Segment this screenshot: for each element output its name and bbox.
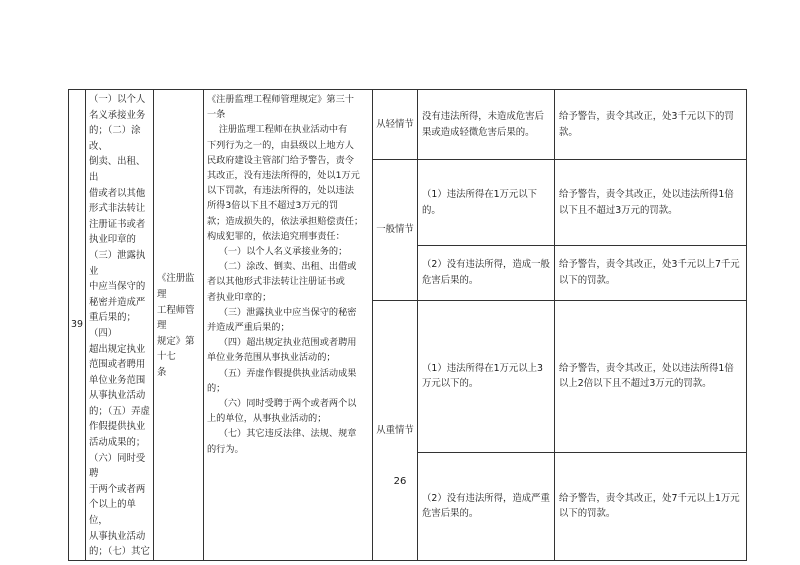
basis-full-line: 民政府建设主管部门给予警告，责令 bbox=[207, 154, 354, 166]
basis-full-line: 单位业务范围从事执业活动的； bbox=[207, 352, 336, 364]
penalty-table bbox=[68, 89, 747, 561]
basis-short-line: 规定》第十七 bbox=[157, 335, 195, 363]
basis-full-line: 款；造成损失的，依法承担赔偿责任； bbox=[207, 215, 364, 227]
severity-light: 从轻情节 bbox=[373, 90, 418, 160]
illegal-conduct-text bbox=[89, 92, 151, 560]
conduct-line: （六）同时受聘 bbox=[89, 452, 146, 480]
basis-full-line: （二）涂改、倒卖、出租、出借或 bbox=[207, 261, 357, 273]
basis-full-line: 注册监理工程师在执业活动中有 bbox=[207, 124, 348, 136]
penalty-general-1: 给予警告，责令其改正，处以违法所得1倍以下且不超过3万元的罚款。 bbox=[555, 160, 747, 246]
conduct-line: 注册证书或者 bbox=[89, 218, 146, 230]
basis-full-line: 《注册监理工程师管理规定》第三十 bbox=[207, 94, 354, 105]
conduct-line: （三）泄露执业 bbox=[89, 249, 146, 277]
conduct-line: （一）以个人 bbox=[89, 94, 146, 105]
penalty-heavy-1: 给予警告，责令其改正，处以违法所得1倍以上2倍以下且不超过3万元的罚款。 bbox=[555, 301, 747, 453]
conduct-line: 的；（五）弄虚 bbox=[89, 405, 150, 417]
conduct-line: 超出规定执业 bbox=[89, 343, 146, 355]
conduct-line: 范围或者聘用 bbox=[89, 359, 146, 371]
penalty-light: 给予警告，责令其改正，处3千元以下的罚款。 bbox=[555, 90, 747, 160]
conduct-line: 秘密并造成严 bbox=[89, 296, 146, 308]
condition-light: 没有违法所得，未造成危害后果或造成轻微危害后果的。 bbox=[418, 90, 555, 160]
conduct-line: 活动成果的； bbox=[89, 437, 146, 449]
conduct-line: 中应当保守的 bbox=[89, 281, 146, 293]
page-number: 26 bbox=[393, 476, 407, 487]
basis-full-line: 所得3倍以下且不超过3万元的罚 bbox=[207, 200, 339, 212]
condition-heavy-2: （2）没有违法所得，造成严重危害后果的。 bbox=[418, 452, 555, 560]
severity-heavy: 从重情节 bbox=[373, 301, 418, 561]
conduct-line: 名义承接业务 bbox=[89, 109, 146, 121]
legal-basis-full-text bbox=[207, 92, 369, 457]
basis-full-line: 并造成严重后果的； bbox=[207, 322, 290, 334]
conduct-line: 从事执业活动 bbox=[89, 390, 146, 402]
basis-full-line: （一）以个人名义承接业务的； bbox=[207, 246, 348, 258]
basis-full-line: 的行为。 bbox=[207, 443, 244, 455]
conduct-line: 个以上的单位， bbox=[89, 499, 136, 527]
conduct-line: 单位业务范围 bbox=[89, 374, 146, 386]
basis-full-line: （七）其它违反法律、法规、规章 bbox=[207, 428, 357, 440]
basis-full-line: 其改正，没有违法所得的，处以1万元 bbox=[207, 170, 360, 182]
basis-short-line: 《注册监理 bbox=[157, 273, 195, 300]
condition-general-1: （1）违法所得在1万元以下的。 bbox=[418, 160, 555, 246]
conduct-line: 形式非法转让 bbox=[89, 203, 146, 215]
penalty-general-2: 给予警告，责令其改正，处3千元以上7千元以下的罚款。 bbox=[555, 246, 747, 301]
conduct-line: 执业印章的 bbox=[89, 234, 136, 246]
condition-heavy-1: （1）违法所得在1万元以上3万元以下的。 bbox=[418, 301, 555, 453]
basis-full-line: （六）同时受聘于两个或者两个以 bbox=[207, 398, 357, 410]
severity-general: 一般情节 bbox=[373, 160, 418, 301]
penalty-heavy-2: 给予警告，责令其改正，处7千元以上1万元以下的罚款。 bbox=[555, 452, 747, 560]
basis-full-line: 者执业印章的； bbox=[207, 291, 272, 303]
legal-basis-short-text bbox=[157, 271, 201, 380]
conduct-line: 的；（二）涂改、 bbox=[89, 125, 141, 152]
basis-full-line: （五）弄虚作假提供执业活动成果 bbox=[207, 367, 357, 379]
conduct-line: 于两个或者两 bbox=[89, 483, 146, 495]
basis-full-line: 以下罚款，有违法所得的，处以违法 bbox=[207, 185, 354, 197]
basis-full-line: 一条 bbox=[207, 109, 226, 121]
conduct-line: 重后果的；（四） bbox=[89, 312, 136, 339]
illegal-conduct-cell bbox=[86, 90, 154, 561]
conduct-line: 作假提供执业 bbox=[89, 421, 146, 433]
conduct-line: 从事执业活动 bbox=[89, 530, 146, 542]
conduct-line: 的；（七）其它 bbox=[89, 546, 150, 558]
basis-full-line: 的； bbox=[207, 382, 226, 394]
condition-general-2: （2）没有违法所得，造成一般危害后果的。 bbox=[418, 246, 555, 301]
basis-short-line: 条 bbox=[157, 366, 167, 378]
basis-full-line: 上的单位，从事执业活动的； bbox=[207, 413, 327, 425]
basis-full-line: 构成犯罪的，依法追究刑事责任： bbox=[207, 230, 345, 242]
basis-full-line: （三）泄露执业中应当保守的秘密 bbox=[207, 306, 357, 318]
row-number: 39 bbox=[69, 90, 86, 561]
conduct-line: 借或者以其他 bbox=[89, 187, 146, 199]
legal-basis-full-cell bbox=[204, 90, 373, 561]
conduct-line: 倒卖、出租、出 bbox=[89, 156, 146, 183]
basis-full-line: （四）超出规定执业范围或者聘用 bbox=[207, 337, 357, 349]
basis-full-line: 下列行为之一的，由县级以上地方人 bbox=[207, 139, 354, 151]
legal-basis-short-cell bbox=[154, 90, 204, 561]
basis-short-line: 工程师管理 bbox=[157, 304, 195, 332]
basis-full-line: 者以其他形式非法转让注册证书或 bbox=[207, 276, 345, 288]
